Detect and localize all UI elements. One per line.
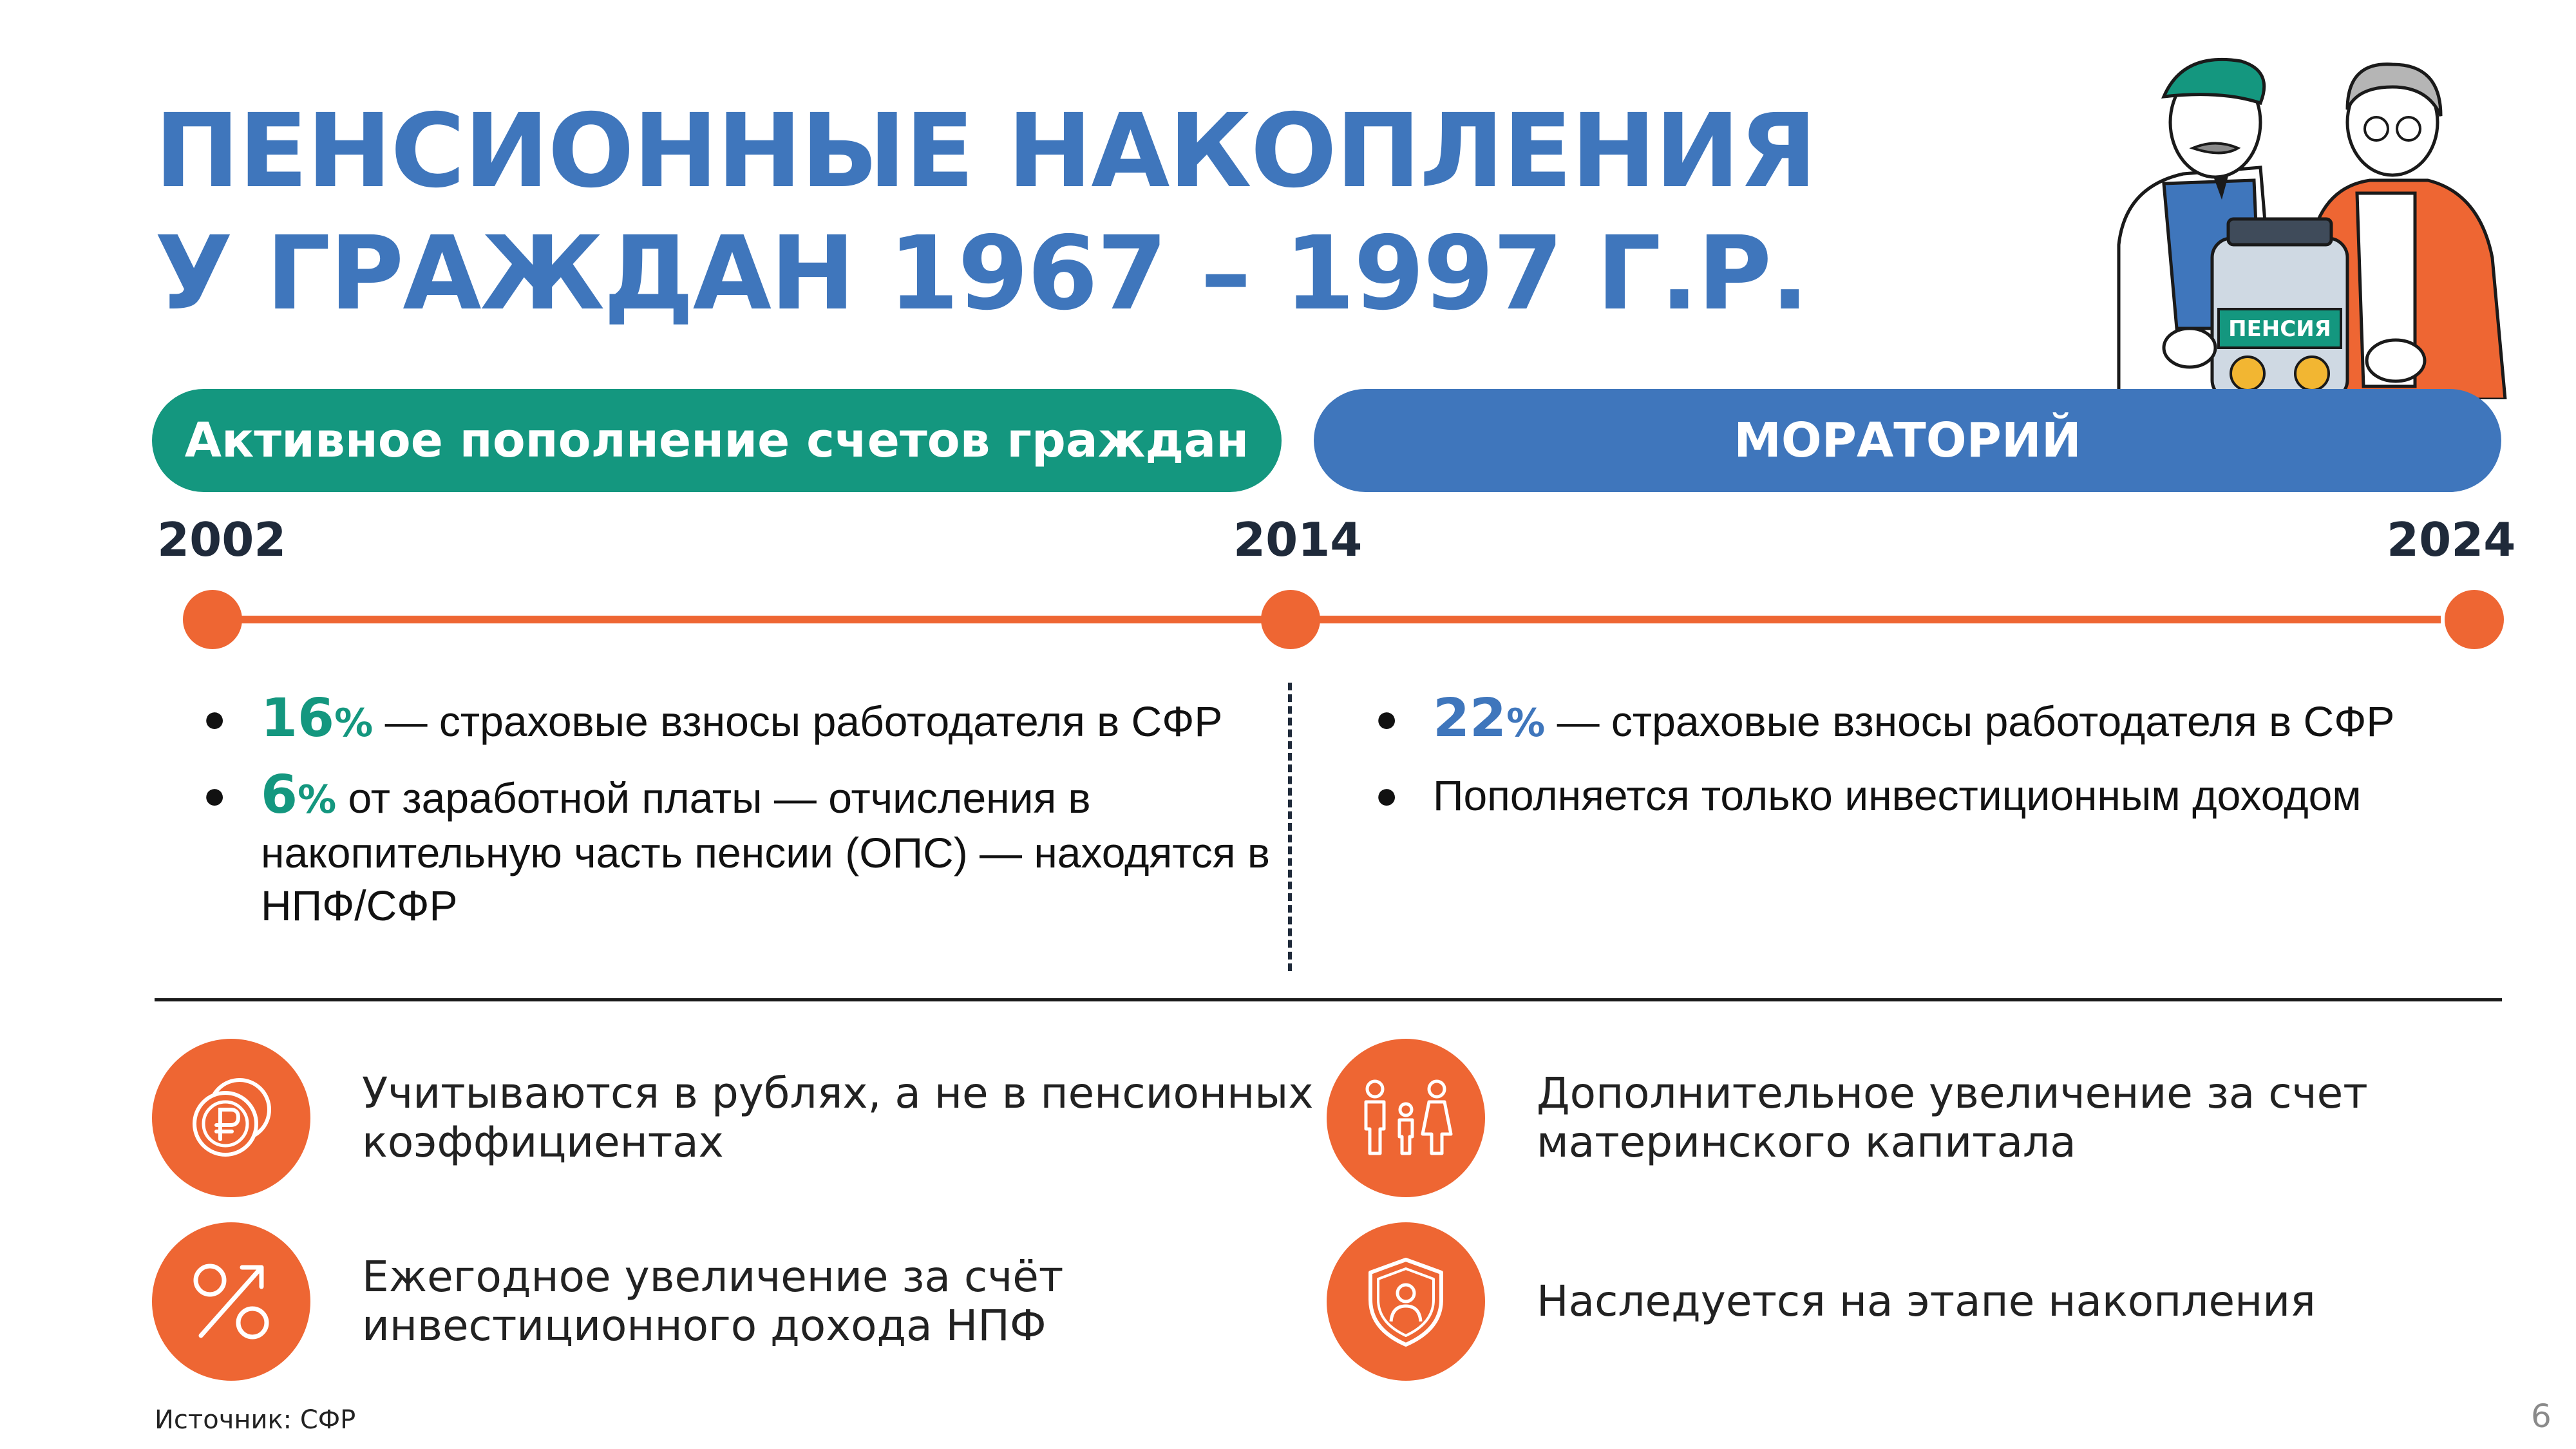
list-item — [1368, 769, 2515, 822]
left-bullet-list — [196, 688, 1278, 951]
jar-label: ПЕНСИЯ — [2228, 316, 2331, 342]
moratorium-pill: МОРАТОРИЙ — [1314, 389, 2501, 492]
page-number: 6 — [2531, 1397, 2552, 1435]
bullet-text: — страховые взносы работодателя в СФР — [373, 697, 1223, 745]
timeline-line — [213, 616, 2441, 623]
feature-item — [1327, 1222, 2576, 1381]
percent-value: 16 — [261, 688, 335, 749]
period-divider — [1288, 683, 1292, 971]
percent-sign: % — [298, 777, 337, 822]
pensioners-illustration — [2093, 26, 2518, 399]
shield-person-icon — [1327, 1222, 1485, 1381]
family-icon — [1327, 1039, 1485, 1197]
page-title-line1: ПЕНСИОННЫЕ НАКОПЛЕНИЯ — [155, 92, 1816, 211]
list-item — [196, 688, 1278, 750]
bullet-icon: ● — [203, 773, 227, 817]
percent-sign: % — [334, 701, 374, 746]
bullet-icon: ● — [203, 697, 227, 740]
ruble-coins-icon — [152, 1039, 310, 1197]
feature-item — [1327, 1039, 2576, 1197]
percent-growth-icon — [152, 1222, 310, 1381]
percent-sign: % — [1506, 701, 1546, 746]
feature-text: Учитываются в рублях, а не в пенсионных коэффициентах — [362, 1068, 1314, 1167]
feature-text: Ежегодное увеличение за счёт инвестиционного дохода НПФ — [362, 1252, 1064, 1350]
year-label-end: 2024 — [2387, 513, 2516, 567]
timeline-dot-start — [183, 590, 242, 649]
timeline-dot-end — [2445, 590, 2504, 649]
feature-item — [152, 1039, 1341, 1197]
page-title-line2: У ГРАЖДАН 1967 – 1997 Г.Р. — [155, 214, 1808, 333]
percent-value: 6 — [261, 764, 298, 826]
page-title — [155, 90, 1893, 335]
year-label-start: 2002 — [157, 513, 287, 567]
list-item — [196, 764, 1278, 932]
bullet-text: — страховые взносы работодателя в СФР — [1545, 697, 2395, 745]
bullet-icon: ● — [1375, 697, 1399, 740]
feature-text: Дополнительное увеличение за счет материнского капитала — [1537, 1068, 2368, 1167]
timeline-dot-middle — [1261, 590, 1320, 649]
bullet-icon: ● — [1375, 773, 1399, 817]
active-period-pill: Активное пополнение счетов граждан — [152, 389, 1282, 492]
bullet-text: Пополняется только инвестиционным доходом — [1433, 772, 2362, 819]
year-label-middle: 2014 — [1233, 513, 1363, 567]
feature-text: Наследуется на этапе накопления — [1537, 1276, 2316, 1326]
bullet-text: от заработной платы — отчисления в накопительную часть пенсии (ОПС) — находятся в НПФ/СФР — [261, 774, 1270, 929]
percent-value: 22 — [1433, 688, 1507, 749]
right-bullet-list — [1368, 688, 2515, 841]
source-note: Источник: СФР — [155, 1405, 356, 1435]
section-divider — [155, 998, 2502, 1001]
list-item — [1368, 688, 2515, 750]
feature-item — [152, 1222, 1341, 1381]
